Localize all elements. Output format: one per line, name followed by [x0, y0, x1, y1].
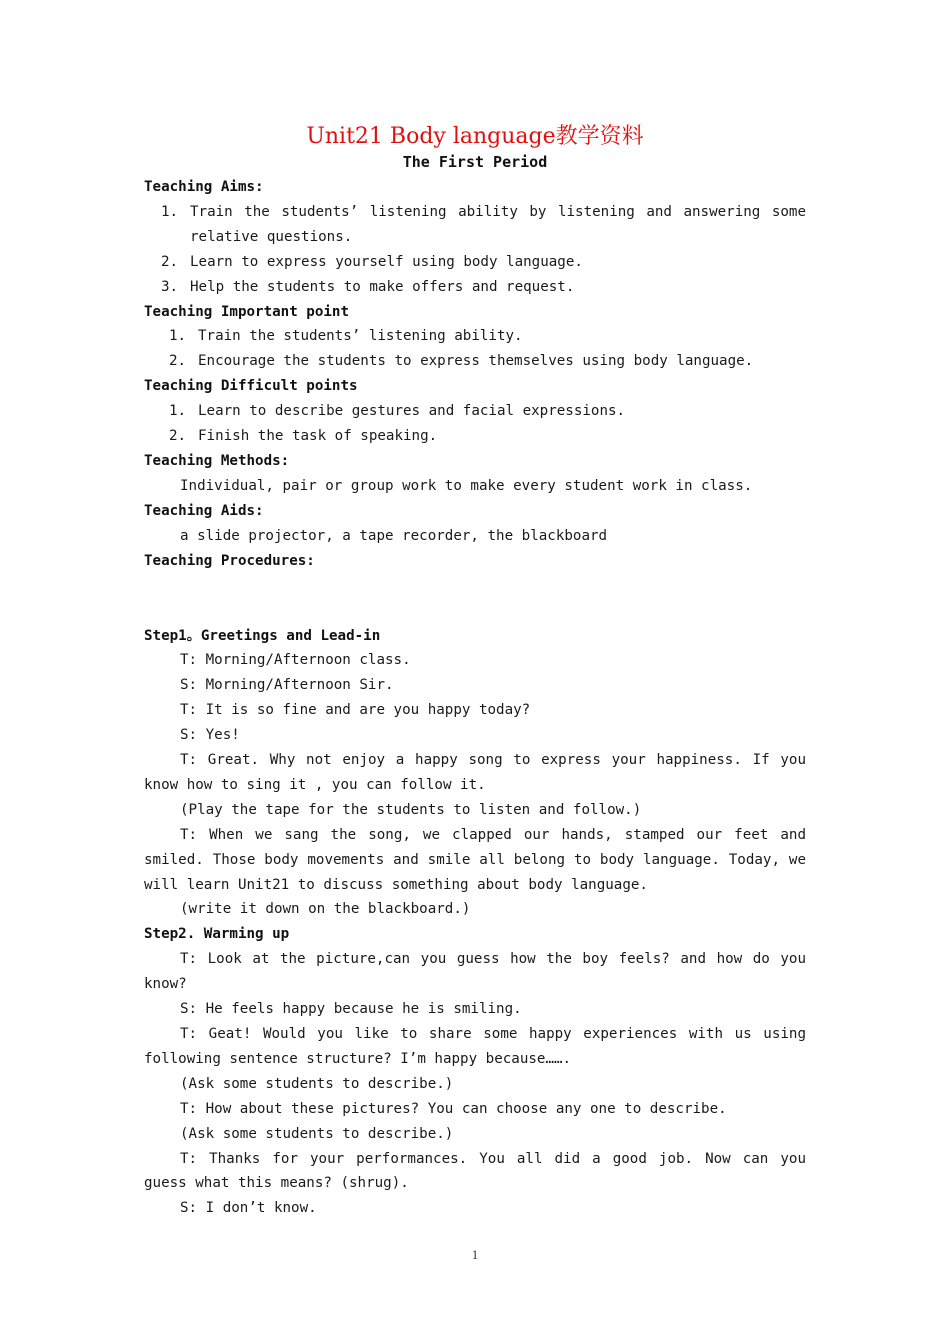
list-item: 2. Encourage the students to express themselves using body language.: [169, 353, 754, 370]
dialogue-paragraph: T: Thanks for your performances. You all did a good job. Now can you guess what this means? (shrug).: [144, 1150, 806, 1192]
list-item: 3. Help the students to make offers and request.: [161, 278, 575, 295]
aids-text: a slide projector, a tape recorder, the blackboard: [180, 527, 608, 544]
step2-heading: Step2. Warming up: [144, 926, 290, 943]
stage-direction: (write it down on the blackboard.): [180, 901, 471, 918]
section-heading-important: Teaching Important point: [144, 303, 349, 320]
dialogue-paragraph: T: Look at the picture,can you guess how the boy feels? and how do you know?: [144, 951, 806, 993]
document-subtitle: The First Period: [402, 153, 548, 171]
list-item: 2. Learn to express yourself using body language.: [161, 253, 583, 270]
stage-direction: (Ask some students to describe.): [180, 1075, 454, 1092]
list-item: 1. Train the students’ listening ability by listening and answering some relative questions.: [161, 203, 806, 245]
section-heading-methods: Teaching Methods:: [144, 452, 290, 469]
stage-direction: (Play the tape for the students to listen and follow.): [180, 801, 642, 818]
section-heading-aims: Teaching Aims:: [144, 179, 264, 195]
document-title: Unit21 Body language教学资料: [306, 124, 644, 149]
list-item: 1. Learn to describe gestures and facial expressions.: [169, 403, 626, 420]
dialogue-line: S: Yes!: [180, 727, 240, 744]
document-body: [144, 175, 806, 1221]
dialogue-line: T: How about these pictures? You can choose any one to describe.: [180, 1100, 727, 1117]
list-item: 2. Finish the task of speaking.: [169, 428, 438, 445]
dialogue-paragraph: T: Great. Why not enjoy a happy song to express your happiness. If you know how to sing it , you can follow it.: [144, 752, 806, 793]
section-heading-difficult: Teaching Difficult points: [144, 378, 358, 395]
list-item: 1. Train the students’ listening ability.: [169, 328, 523, 345]
page-number: 1: [471, 1247, 479, 1262]
dialogue-paragraph: T: Geat! Would you like to share some happy experiences with us using following sentence structure? I’m happy because…….: [144, 1026, 806, 1067]
section-heading-aids: Teaching Aids:: [144, 502, 264, 519]
section-heading-procedures: Teaching Procedures:: [144, 552, 315, 569]
step1-heading: Step1。Greetings and Lead-in: [144, 627, 381, 644]
dialogue-line: S: Morning/Afternoon Sir.: [180, 677, 394, 694]
dialogue-line: S: I don’t know.: [180, 1200, 317, 1217]
dialogue-line: S: He feels happy because he is smiling.: [180, 1001, 522, 1018]
methods-text: Individual, pair or group work to make every student work in class.: [180, 477, 753, 494]
dialogue-line: T: It is so fine and are you happy today?: [180, 702, 531, 719]
stage-direction: (Ask some students to describe.): [180, 1125, 454, 1142]
spacer: [144, 574, 806, 624]
dialogue-line: T: Morning/Afternoon class.: [180, 652, 411, 669]
dialogue-paragraph: T: When we sang the song, we clapped our hands, stamped our feet and smiled. Those body movements and smile all belong to body language. Today, we will learn Unit21 to discuss something about body language.: [144, 826, 806, 893]
